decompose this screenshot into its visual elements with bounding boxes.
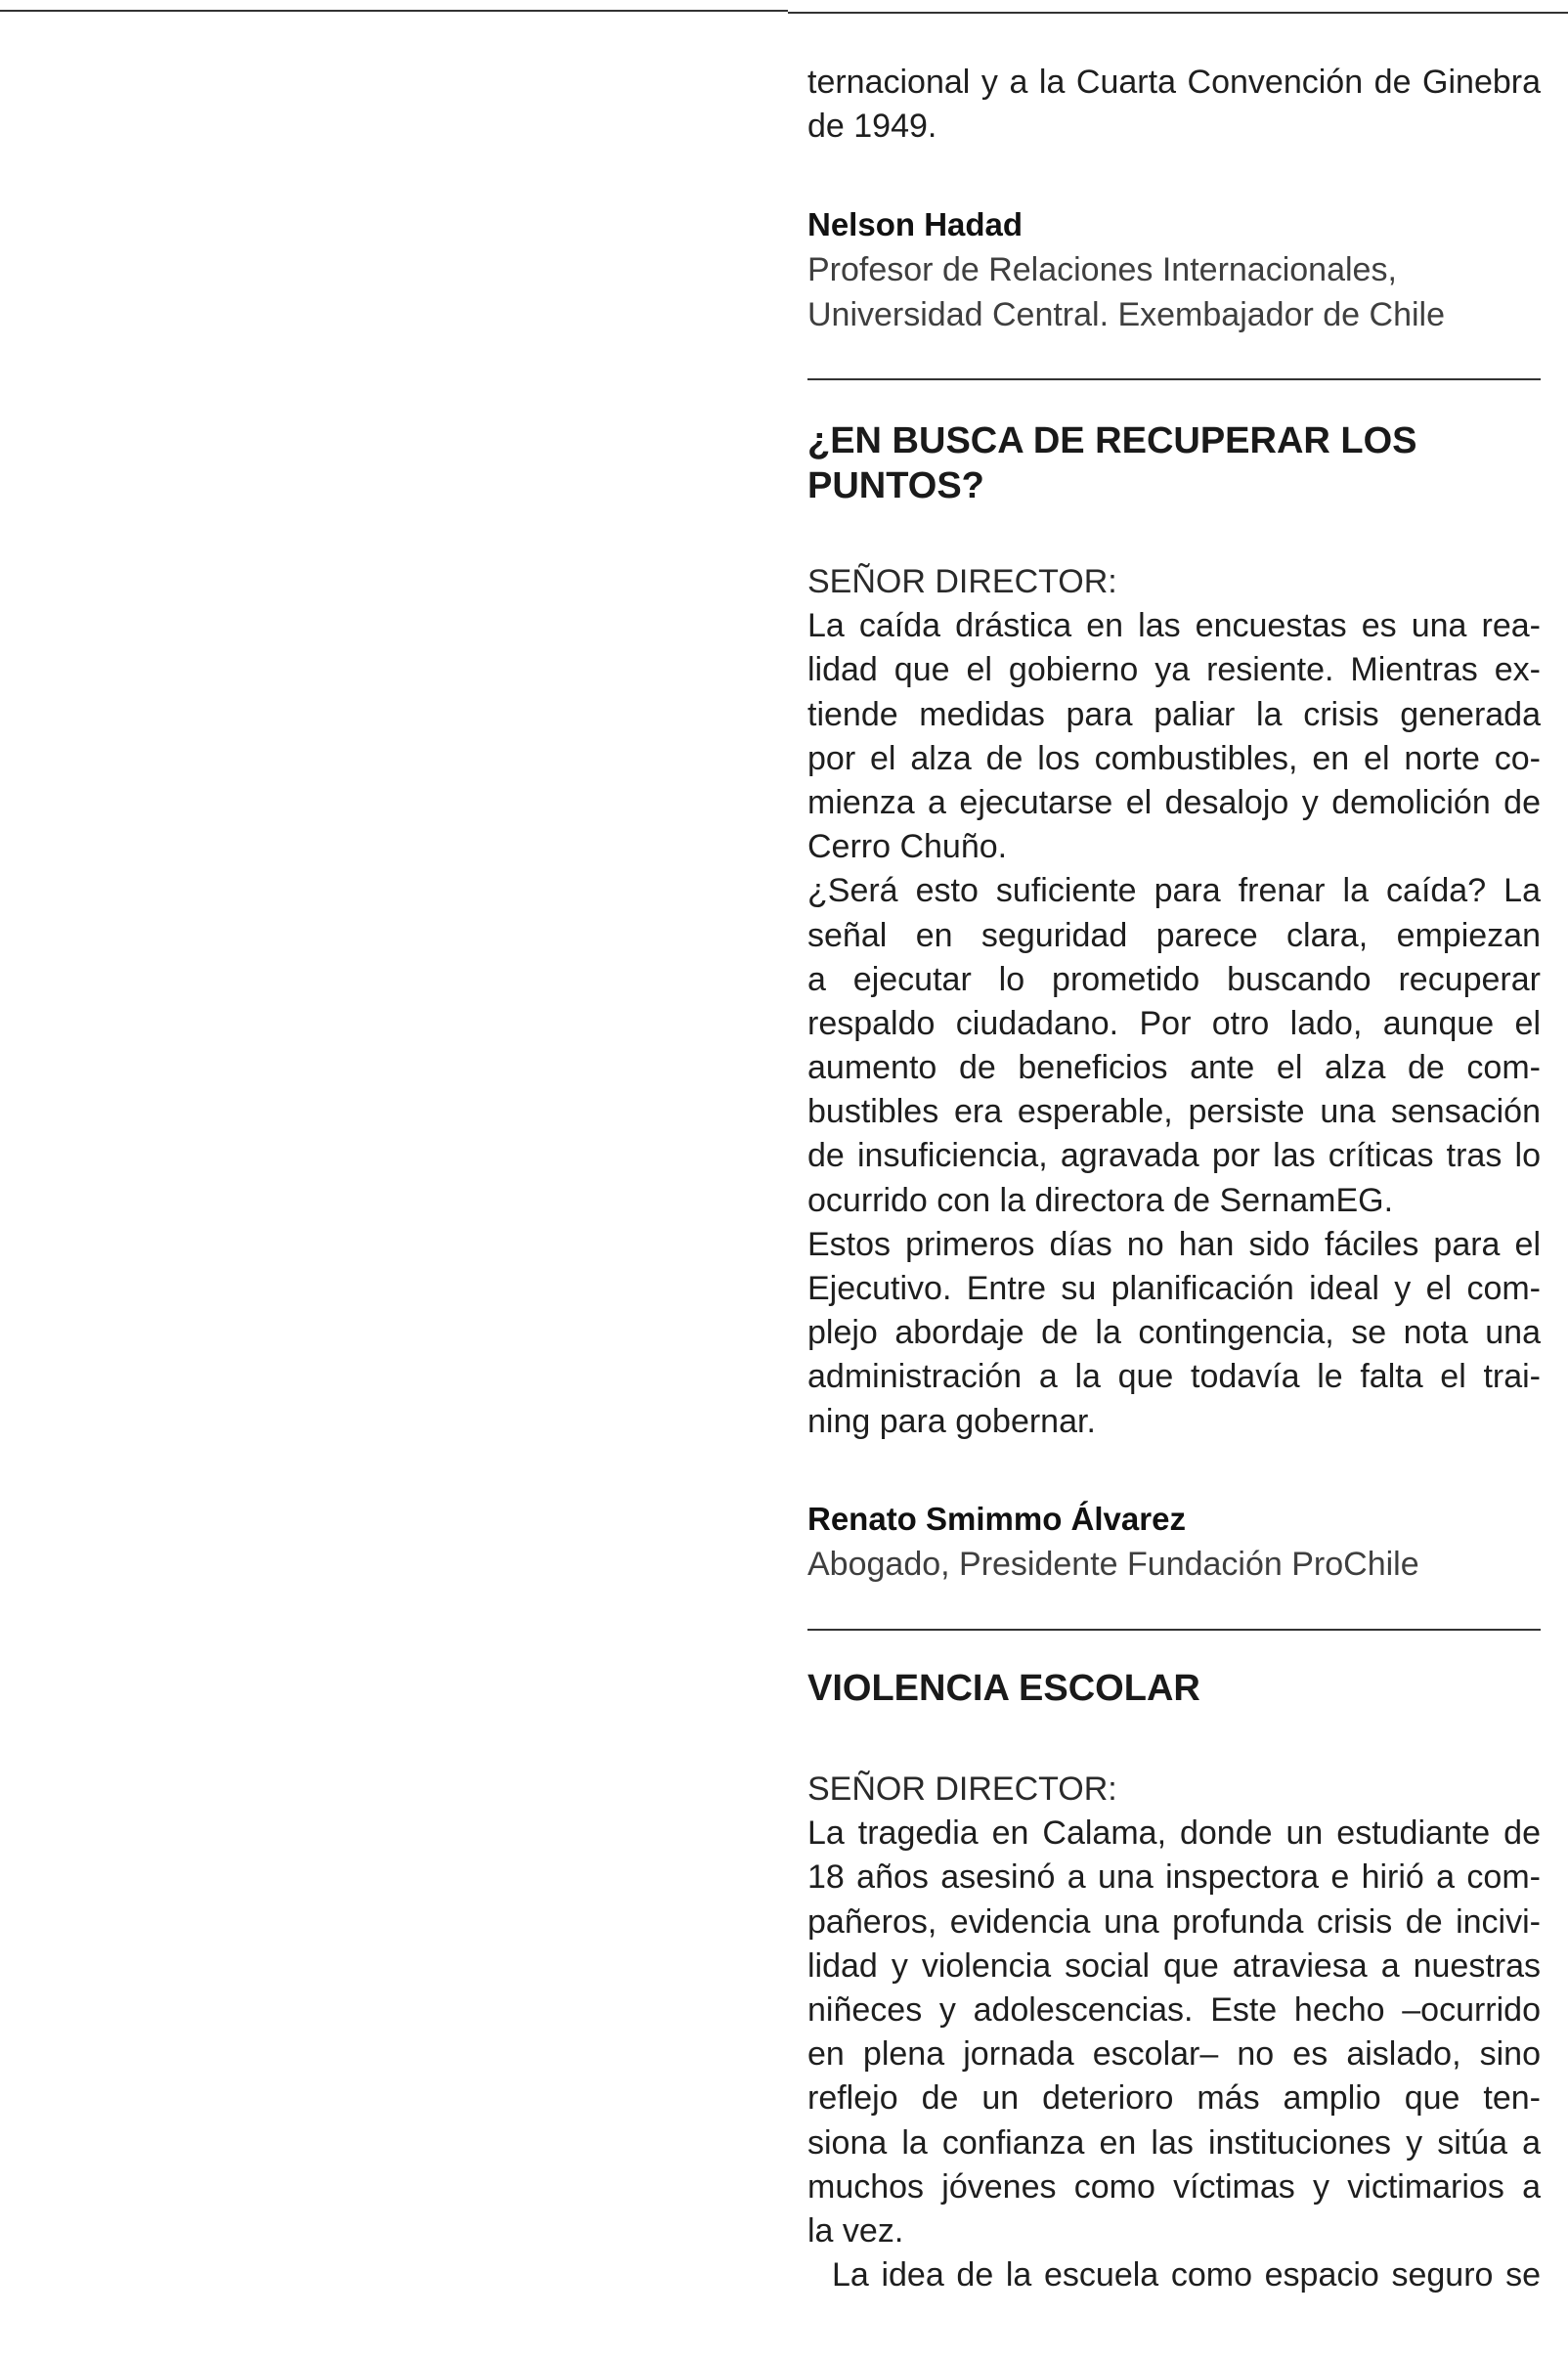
body-line: respaldo ciudadano. Por otro lado, aunque el <box>807 1004 1541 1042</box>
author-name: Nelson Hadad <box>807 206 1024 242</box>
body-line: plejo abordaje de la contingencia, se nota una <box>807 1314 1541 1352</box>
body-line: reflejo de un deterioro más amplio que ten- <box>807 2079 1541 2118</box>
body-line: tiende medidas para paliar la crisis generada <box>807 695 1541 733</box>
body-line: La tragedia en Calama, donde un estudiante de <box>807 1814 1541 1853</box>
body-line: mienza a ejecutarse el desalojo y demolición de <box>807 783 1541 821</box>
section-divider <box>807 378 1541 380</box>
body-line: Estos primeros días no han sido fáciles para el <box>807 1225 1541 1263</box>
letter-signature <box>807 1497 1541 1587</box>
body-line: niñeces y adolescencias. Este hecho –ocurrido <box>807 1990 1541 2029</box>
body-line: ning para gobernar. <box>807 1402 1096 1440</box>
body-line: ¿Será esto suficiente para frenar la caída? La <box>807 872 1541 910</box>
body-line: aumento de beneficios ante el alza de com- <box>807 1049 1541 1087</box>
author-affiliation: Universidad Central. Exembajador de Chile <box>807 296 1445 333</box>
title-line: VIOLENCIA ESCOLAR <box>807 1668 1200 1709</box>
body-line: 18 años asesinó a una inspectora e hirió a com- <box>807 1858 1541 1897</box>
body-line: ocurrido con la directora de SernamEG. <box>807 1181 1394 1219</box>
body-line: administración a la que todavía le falta el trai- <box>807 1358 1541 1396</box>
body-line: Ejecutivo. Entre su planificación ideal y el com- <box>807 1270 1541 1307</box>
salutation: SEÑOR DIRECTOR: <box>807 563 1117 600</box>
author-affiliation: Profesor de Relaciones Internacionales, <box>807 251 1397 288</box>
body-line: señal en seguridad parece clara, empiezan <box>807 916 1541 954</box>
body-line: lidad que el gobierno ya resiente. Mientras ex- <box>807 651 1541 689</box>
previous-letter-signature <box>807 202 1541 337</box>
body-line: lidad y violencia social que atraviesa a nuestras <box>807 1946 1541 1985</box>
top-rule <box>788 12 1568 14</box>
body-line: Cerro Chuño. <box>807 828 1008 866</box>
author-affiliation: Abogado, Presidente Fundación ProChile <box>807 1546 1419 1583</box>
top-rule <box>0 10 788 12</box>
author-name: Renato Smimmo Álvarez <box>807 1501 1186 1537</box>
body-line: pañeros, evidencia una profunda crisis de incivi- <box>807 1902 1541 1941</box>
letter-title <box>807 1666 1541 1711</box>
previous-letter-body <box>807 61 1541 149</box>
salutation: SEÑOR DIRECTOR: <box>807 1770 1117 1808</box>
body-line: siona la confianza en las instituciones y sitúa a <box>807 2123 1541 2162</box>
body-line: de 1949. <box>807 108 937 146</box>
body-line: a ejecutar lo prometido buscando recuperar <box>807 960 1541 998</box>
body-line: la vez. <box>807 2211 904 2250</box>
body-line: La idea de la escuela como espacio seguro se <box>832 2256 1541 2294</box>
body-line: de insuficiencia, agravada por las críticas tras lo <box>807 1137 1541 1175</box>
body-line: ternacional y a la Cuarta Convención de Ginebra <box>807 64 1541 101</box>
body-line: bustibles era esperable, persiste una sensación <box>807 1093 1541 1131</box>
section-divider <box>807 1629 1541 1631</box>
body-line: muchos jóvenes como víctimas y victimarios a <box>807 2167 1541 2206</box>
title-line: PUNTOS? <box>807 465 984 506</box>
body-line: La caída drástica en las encuestas es una rea- <box>807 607 1541 645</box>
letter-body <box>807 560 1541 1444</box>
letter-body <box>807 1768 1541 2297</box>
title-line: ¿EN BUSCA DE RECUPERAR LOS <box>807 420 1417 461</box>
body-line: en plena jornada escolar– no es aislado, sino <box>807 2035 1541 2074</box>
letter-title <box>807 418 1541 508</box>
body-line: por el alza de los combustibles, en el norte co- <box>807 739 1541 777</box>
